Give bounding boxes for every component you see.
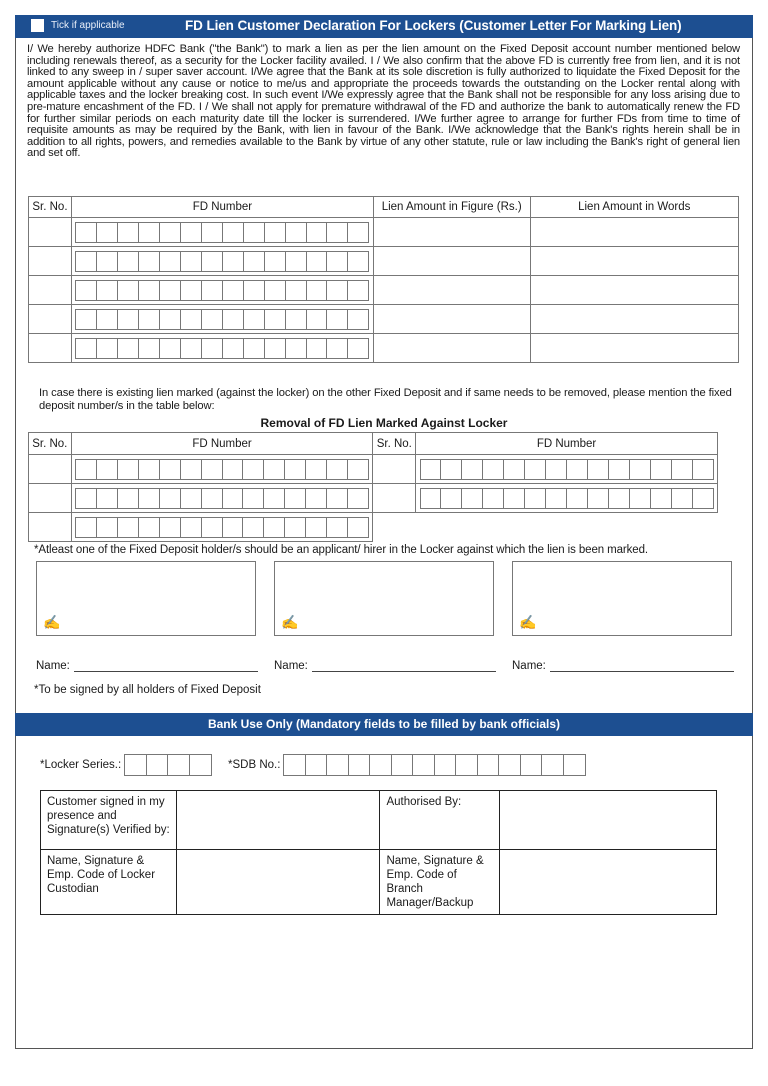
locker-custodian-label: Name, Signature & Emp. Code of Locker Custodian — [41, 850, 177, 915]
signature-pen-icon: ✍ — [281, 614, 299, 630]
lien-words-cell[interactable] — [530, 247, 738, 276]
col-lien-amount-figure: Lien Amount in Figure (Rs.) — [373, 197, 530, 218]
tick-if-applicable-label: Tick if applicable — [51, 20, 125, 31]
signature-box-3[interactable] — [512, 561, 732, 636]
name-input-1[interactable] — [74, 660, 258, 672]
signature-box-1[interactable] — [36, 561, 256, 636]
authorised-by-label: Authorised By: — [380, 791, 500, 850]
table-row — [29, 218, 739, 247]
empty-cell — [373, 513, 416, 542]
declaration-text: I/ We hereby authorize HDFC Bank ("the Bank") to mark a lien as per the lien amount on the Fixed Deposit account number mentioned below including renewals thereof, as a security for the Locker facility availed. I / We also confirm that the above FD is currently free from lien, and it is not linked to any sweep in / super saver account. I/We agree that the Bank at its sole discretion is fully authorized to liquidate the Fixed Deposit for the amount applicable without any cause or notice to me/us and appropriate the proceeds towards the outstanding on the Locker rental along with applicable taxes and the locker breaking cost. In such event I/We expressly agree that the Bank shall not be responsible for any loss arising due to pre-mature encashment of the FD. I / We shall not apply for premature withdrawal of the FD and authorize the bank to automatically renew the FD for further similar periods on each maturity date till the locker is surrendered. I/We further agree to arrange for further FDs from time to time of requisite amounts as may be required by the Bank, with lien in favour of the Bank. I/We acknowledge that the Bank's rights herein shall be in addition to all rights, powers, and remedies available to the Bank by virtue of any other statute, rule or law including the Bank's right of general lien and set off. — [27, 43, 740, 160]
lien-words-cell[interactable] — [530, 305, 738, 334]
col-lien-amount-words: Lien Amount in Words — [530, 197, 738, 218]
sr-no-cell[interactable] — [29, 276, 72, 305]
sdb-no-boxes[interactable] — [283, 754, 586, 776]
table-row — [29, 484, 718, 513]
locker-series-label: *Locker Series.: — [40, 759, 122, 771]
fd-number-boxes[interactable] — [75, 222, 369, 243]
name-input-3[interactable] — [550, 660, 734, 672]
sr-no-cell[interactable] — [29, 334, 72, 363]
table-row — [29, 334, 739, 363]
sr-no-cell[interactable] — [373, 455, 416, 484]
fd-number-boxes[interactable] — [75, 251, 369, 272]
branch-manager-cell[interactable] — [500, 850, 717, 915]
lien-figure-cell[interactable] — [373, 247, 530, 276]
fd-number-boxes[interactable] — [420, 459, 714, 480]
fd-number-cell[interactable] — [416, 484, 718, 513]
fd-number-cell[interactable] — [71, 276, 373, 305]
fd-number-boxes[interactable] — [75, 338, 369, 359]
locker-custodian-cell[interactable] — [176, 850, 380, 915]
lien-figure-cell[interactable] — [373, 334, 530, 363]
holder-note: *Atleast one of the Fixed Deposit holder/s should be an applicant/ hirer in the Locker against which the lien is been marked. — [34, 544, 648, 556]
fd-number-cell[interactable] — [71, 305, 373, 334]
name-label: Name: — [36, 660, 70, 672]
col-sr-no: Sr. No. — [29, 433, 72, 455]
signed-by-all-note: *To be signed by all holders of Fixed Deposit — [34, 684, 261, 696]
lien-words-cell[interactable] — [530, 218, 738, 247]
col-sr-no: Sr. No. — [29, 197, 72, 218]
bank-verification-table — [40, 790, 717, 915]
locker-series-boxes[interactable] — [124, 754, 212, 776]
fd-number-cell[interactable] — [71, 513, 373, 542]
sdb-no-field — [228, 754, 586, 776]
col-fd-number-2: FD Number — [416, 433, 718, 455]
sr-no-cell[interactable] — [29, 247, 72, 276]
lien-figure-cell[interactable] — [373, 218, 530, 247]
fd-number-cell[interactable] — [416, 455, 718, 484]
customer-signed-label: Customer signed in my presence and Signature(s) Verified by: — [41, 791, 177, 850]
fd-number-cell[interactable] — [71, 218, 373, 247]
fd-lien-table — [28, 196, 739, 363]
table-row — [29, 247, 739, 276]
name-label: Name: — [274, 660, 308, 672]
lien-words-cell[interactable] — [530, 334, 738, 363]
removal-title: Removal of FD Lien Marked Against Locker — [260, 416, 508, 430]
sr-no-cell[interactable] — [29, 513, 72, 542]
table-row — [29, 305, 739, 334]
fd-number-cell[interactable] — [71, 455, 373, 484]
col-fd-number: FD Number — [71, 197, 373, 218]
fd-number-boxes[interactable] — [75, 280, 369, 301]
authorised-by-signature-cell[interactable] — [500, 791, 717, 850]
name-field-2 — [274, 660, 496, 672]
locker-series-field — [40, 754, 212, 776]
removal-note: In case there is existing lien marked (against the locker) on the other Fixed Deposit and if same needs to be removed, please mention the fixed deposit number/s in the table below: — [39, 387, 732, 412]
fd-number-boxes[interactable] — [75, 459, 369, 480]
signature-pen-icon: ✍ — [519, 614, 537, 630]
fd-number-cell[interactable] — [71, 334, 373, 363]
sr-no-cell[interactable] — [29, 455, 72, 484]
sdb-no-label: *SDB No.: — [228, 759, 281, 771]
table-row — [29, 513, 718, 542]
bank-use-header: Bank Use Only (Mandatory fields to be filled by bank officials) — [15, 713, 753, 736]
name-label: Name: — [512, 660, 546, 672]
sr-no-cell[interactable] — [29, 484, 72, 513]
form-header-bar — [15, 15, 753, 38]
branch-manager-label: Name, Signature & Emp. Code of Branch Manager/Backup — [380, 850, 500, 915]
table-row — [29, 455, 718, 484]
col-fd-number: FD Number — [71, 433, 373, 455]
tick-if-applicable-checkbox[interactable] — [31, 19, 44, 32]
verified-by-signature-cell[interactable] — [176, 791, 380, 850]
name-field-3 — [512, 660, 734, 672]
name-input-2[interactable] — [312, 660, 496, 672]
lien-figure-cell[interactable] — [373, 305, 530, 334]
col-sr-no-2: Sr. No. — [373, 433, 416, 455]
empty-cell — [416, 513, 718, 542]
form-title: FD Lien Customer Declaration For Lockers (Customer Letter For Marking Lien) — [185, 18, 682, 33]
signature-pen-icon: ✍ — [43, 614, 61, 630]
lien-words-cell[interactable] — [530, 276, 738, 305]
name-field-1 — [36, 660, 258, 672]
sr-no-cell[interactable] — [29, 305, 72, 334]
fd-number-boxes[interactable] — [420, 488, 714, 509]
sr-no-cell[interactable] — [373, 484, 416, 513]
fd-number-boxes[interactable] — [75, 488, 369, 509]
table-row — [29, 276, 739, 305]
signature-box-2[interactable] — [274, 561, 494, 636]
lien-figure-cell[interactable] — [373, 276, 530, 305]
fd-removal-table — [28, 432, 718, 542]
fd-number-boxes[interactable] — [75, 309, 369, 330]
sr-no-cell[interactable] — [29, 218, 72, 247]
fd-number-cell[interactable] — [71, 247, 373, 276]
fd-number-boxes[interactable] — [75, 517, 369, 538]
fd-number-cell[interactable] — [71, 484, 373, 513]
